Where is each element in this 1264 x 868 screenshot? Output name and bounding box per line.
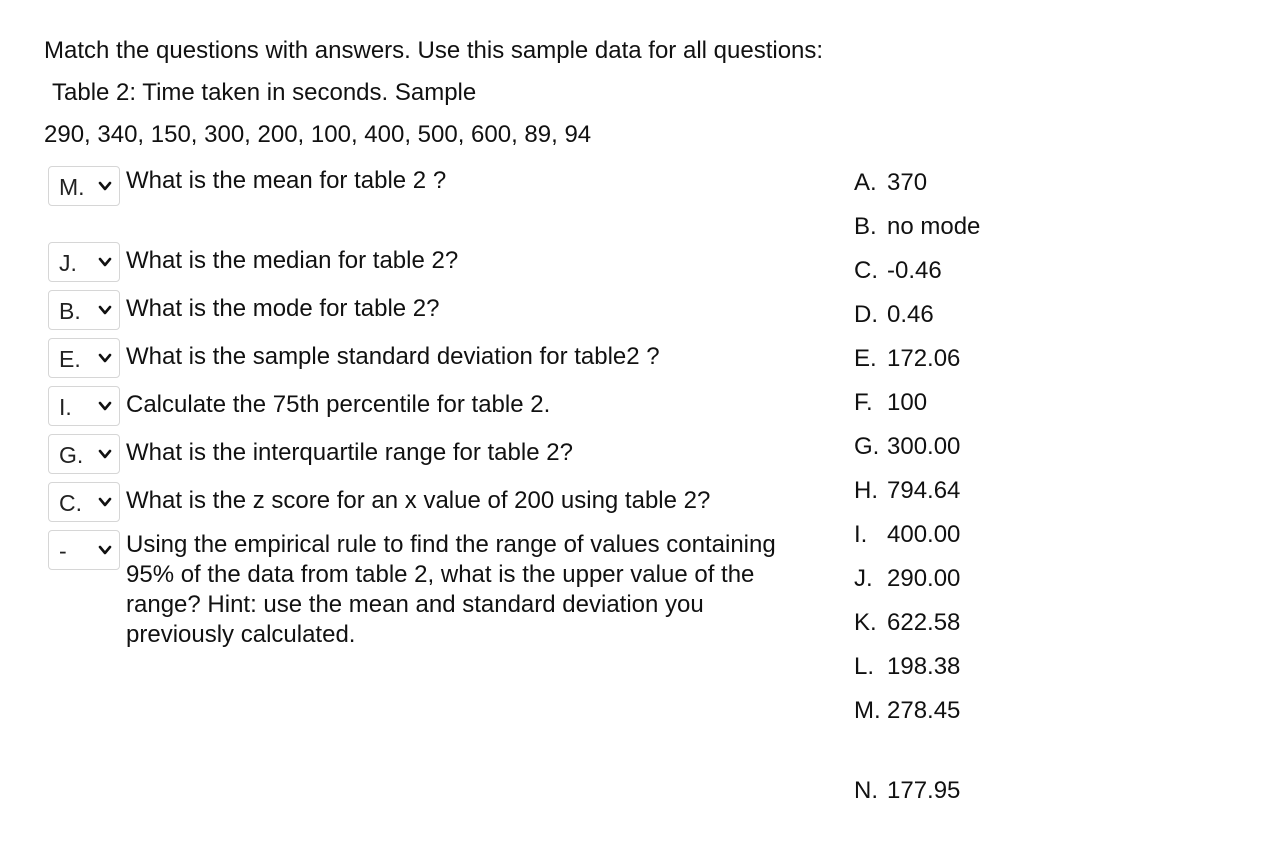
question-text-q3: What is the mode for table 2? xyxy=(126,295,440,322)
question-text-q6: What is the interquartile range for table 2? xyxy=(126,439,573,466)
chevron-down-icon xyxy=(98,448,112,460)
question-text-q7: What is the z score for an x value of 200 using table 2? xyxy=(126,487,711,514)
answer-letter: D. xyxy=(854,301,878,328)
answer-value: 300.00 xyxy=(887,433,961,460)
answer-value: 177.95 xyxy=(887,777,961,804)
answer-item-e xyxy=(854,344,960,374)
answer-value: 622.58 xyxy=(887,609,961,636)
answer-value: 100 xyxy=(887,389,928,416)
answer-item-k xyxy=(854,608,960,638)
answer-item-m xyxy=(854,696,960,726)
select-value: B. xyxy=(59,298,81,324)
chevron-down-icon xyxy=(98,544,112,556)
answer-letter: J. xyxy=(854,565,873,592)
answer-letter: E. xyxy=(854,345,877,372)
instructions-text: Match the questions with answers. Use this sample data for all questions: xyxy=(44,37,824,64)
answer-value: -0.46 xyxy=(887,257,942,284)
question-text-q5: Calculate the 75th percentile for table 2. xyxy=(126,391,551,418)
chevron-down-icon xyxy=(98,400,112,412)
sample-data-text: 290, 340, 150, 300, 200, 100, 400, 500, 600, 89, 94 xyxy=(44,121,592,148)
answer-item-l xyxy=(854,652,960,682)
answer-letter: B. xyxy=(854,213,877,240)
answer-select-q2[interactable] xyxy=(48,242,120,282)
chevron-down-icon xyxy=(98,304,112,316)
answer-select-q7[interactable] xyxy=(48,482,120,522)
answer-value: no mode xyxy=(887,213,981,240)
answer-value: 400.00 xyxy=(887,521,961,548)
chevron-down-icon xyxy=(98,180,112,192)
answer-letter: H. xyxy=(854,477,878,504)
answer-value: 794.64 xyxy=(887,477,961,504)
question-text-q2: What is the median for table 2? xyxy=(126,247,459,274)
answer-item-d xyxy=(854,300,934,330)
answer-item-n xyxy=(854,776,960,806)
answer-item-a xyxy=(854,168,927,198)
question-text-q8: Using the empirical rule to find the range of values containing 95% of the data from table 2, what is the upper value of the range? Hint: use the mean and standard deviation you previously calculated. xyxy=(126,531,776,648)
answer-select-q3[interactable] xyxy=(48,290,120,330)
answer-letter: K. xyxy=(854,609,877,636)
answer-letter: A. xyxy=(854,169,877,196)
answer-value: 278.45 xyxy=(887,697,961,724)
select-value: I. xyxy=(59,394,72,420)
select-value: G. xyxy=(59,442,84,468)
answer-letter: F. xyxy=(854,389,873,416)
answer-select-q1[interactable] xyxy=(48,166,120,206)
answer-select-q5[interactable] xyxy=(48,386,120,426)
answer-letter: I. xyxy=(854,521,868,548)
answer-item-h xyxy=(854,476,960,506)
answer-item-c xyxy=(854,256,942,286)
answer-letter: L. xyxy=(854,653,875,680)
answer-item-i xyxy=(854,520,960,550)
answer-item-j xyxy=(854,564,960,594)
answer-select-q6[interactable] xyxy=(48,434,120,474)
answer-value: 290.00 xyxy=(887,565,961,592)
answer-value: 370 xyxy=(887,169,928,196)
question-text-q1: What is the mean for table 2 ? xyxy=(126,167,447,194)
answer-letter: M. xyxy=(854,697,881,724)
answer-letter: N. xyxy=(854,777,878,804)
question-text-q4: What is the sample standard deviation for table2 ? xyxy=(126,343,660,370)
select-value: - xyxy=(59,538,67,564)
answer-item-b xyxy=(854,212,980,242)
chevron-down-icon xyxy=(98,256,112,268)
answer-value: 0.46 xyxy=(887,301,934,328)
chevron-down-icon xyxy=(98,496,112,508)
select-value: J. xyxy=(59,250,77,276)
answer-letter: G. xyxy=(854,433,880,460)
select-value: C. xyxy=(59,490,82,516)
select-value: E. xyxy=(59,346,81,372)
chevron-down-icon xyxy=(98,352,112,364)
answer-select-q8[interactable] xyxy=(48,530,120,570)
answer-item-f xyxy=(854,388,927,418)
answer-item-g xyxy=(854,432,960,462)
answer-letter: C. xyxy=(854,257,878,284)
select-value: M. xyxy=(59,174,85,200)
answer-select-q4[interactable] xyxy=(48,338,120,378)
answer-value: 172.06 xyxy=(887,345,961,372)
table-caption: Table 2: Time taken in seconds. Sample xyxy=(52,79,477,106)
answer-value: 198.38 xyxy=(887,653,961,680)
